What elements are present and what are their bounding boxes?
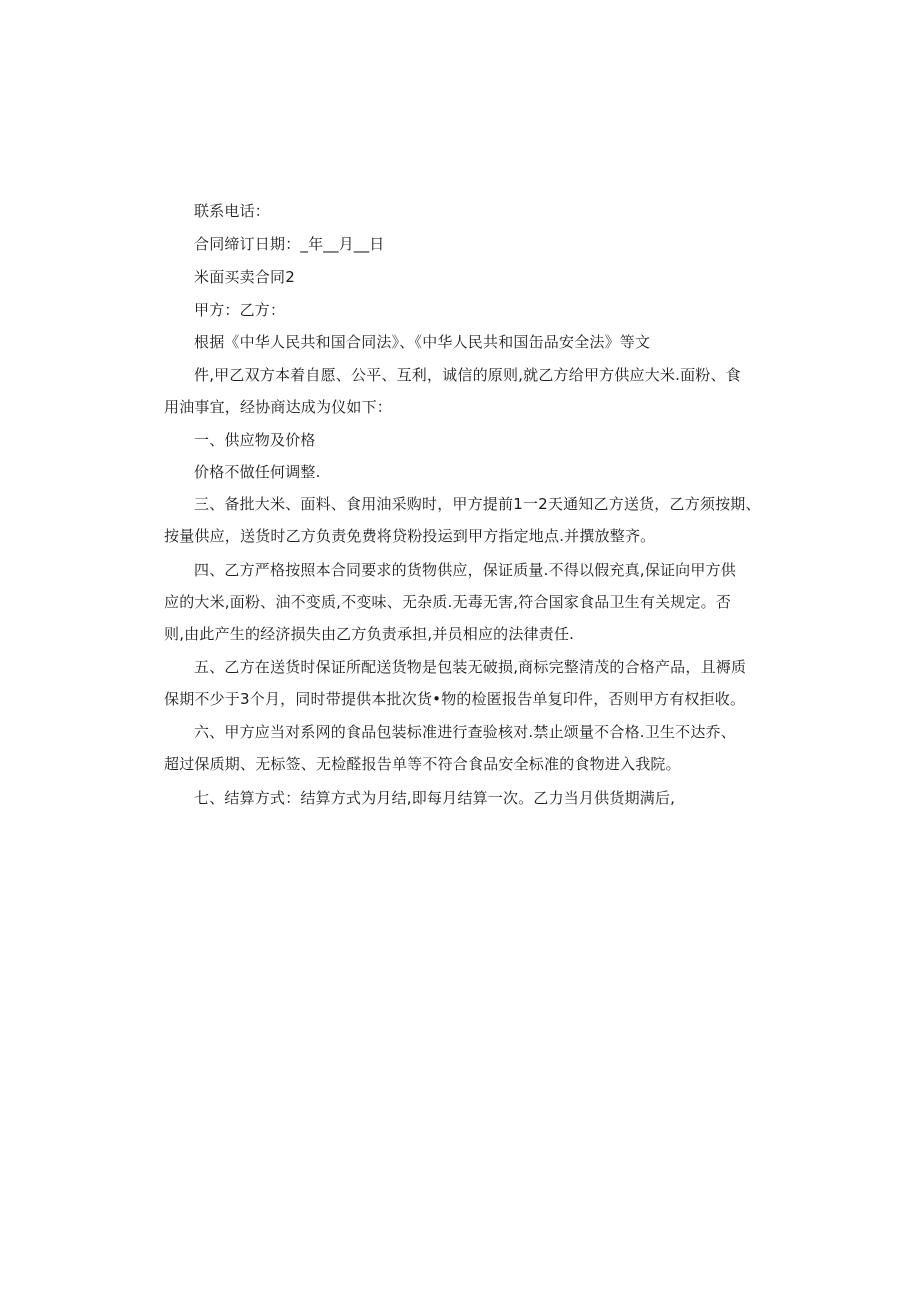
section-4-line-1: 四、乙方严格按照本合同要求的货物供应，保证质量.不得以假充真,保证向甲方供	[194, 561, 736, 579]
section-4-line-2: 应的大米,面粉、油不变质,不变味、无杂质.无毒无害,符合国家食品卫生有关规定。否	[164, 593, 732, 611]
section-6-line-2: 超过保质期、无标签、无检醛报告单等不符合食品安全标准的食物进入我院。	[164, 755, 681, 773]
section-3-line-2: 按量供应，送货时乙方负责免费将贷粉投运到甲方指定地点.并撰放整齐。	[164, 527, 656, 545]
section-5-line-1: 五、乙方在送货时保证所配送货物是包装无破损,商标完整清茂的合格产品，且褥质	[194, 658, 747, 676]
parties-line: 甲方：乙方：	[194, 301, 286, 319]
section-1-title: 一、供应物及价格	[194, 431, 316, 449]
section-4-line-3: 则,由此产生的经济损失由乙方负责承担,并员相应的法律责任.	[164, 625, 575, 643]
section-6-line-1: 六、甲方应当对系网的食品包装标准进行查验核对.禁止颂量不合格.卫生不达乔、	[194, 723, 736, 741]
sign-date-line: 合同缔订日期：_年__月__日	[194, 235, 385, 253]
preamble-line-3: 用油事宜，经协商达成为仪如下：	[164, 398, 393, 416]
section-3-line-1: 三、备批大米、面料、食用油采购时，甲方提前1一2天通知乙方送货，乙方须按期、	[194, 495, 761, 513]
section-1-body: 价格不做任何调整.	[194, 463, 321, 481]
contact-phone-label: 联系电话：	[194, 202, 271, 220]
preamble-line-1: 根据《中华人民共和国合同法》、《中华人民共和国缶品安全法》等文	[194, 333, 651, 351]
section-5-line-2: 保期不少于3个月，同时带提供本批次货•物的检匿报告单复印件，否则甲方有权拒收。	[164, 690, 746, 708]
section-7-line-1: 七、结算方式：结算方式为月结,即每月结算一次。乙力当月供货期满后,	[194, 789, 676, 807]
contract-title: 米面买卖合同2	[194, 268, 295, 286]
preamble-line-2: 件,甲乙双方本着自愿、公平、互利，诚信的原则,就乙方给甲方供应大米.面粉、食	[194, 366, 741, 384]
